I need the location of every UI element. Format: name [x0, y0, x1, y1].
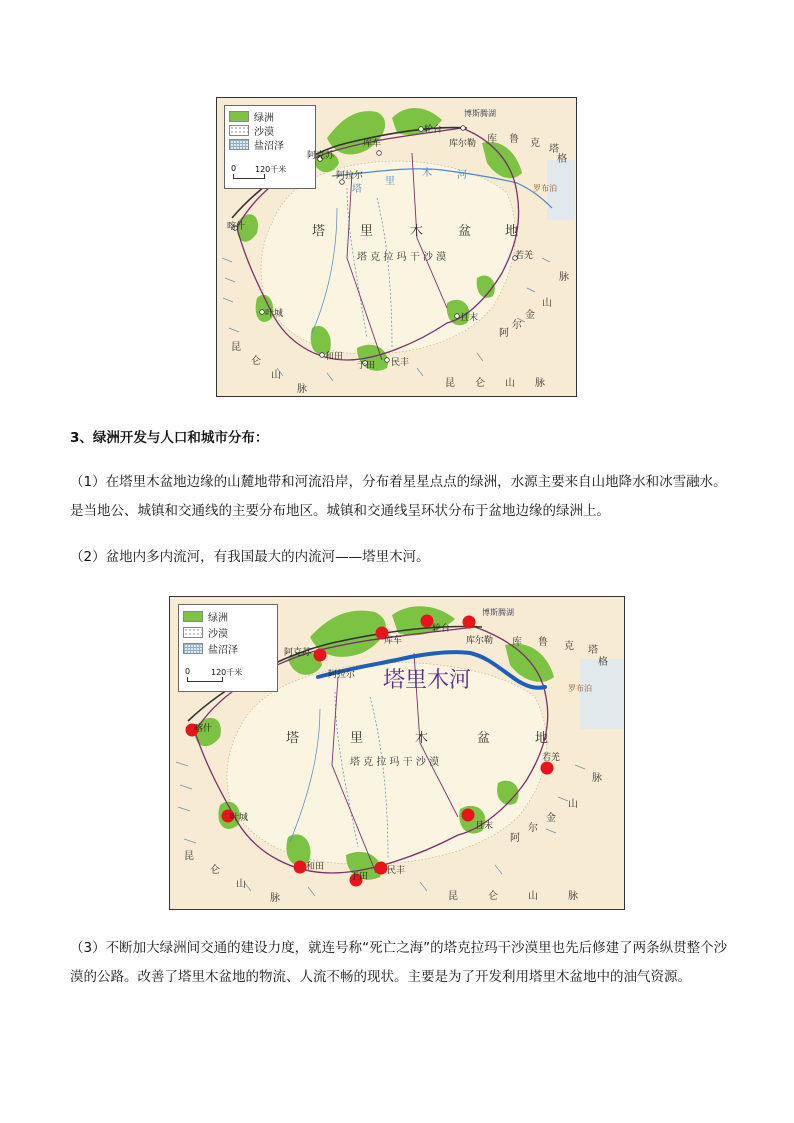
kunlun-left-2: 仑	[251, 356, 261, 367]
basin-char-1: 塔	[312, 224, 326, 239]
basin2-char-1: 塔	[286, 731, 300, 746]
basin-char-5: 地	[505, 224, 519, 239]
city-yutian: 于田	[357, 361, 376, 371]
kunlun2-left-4: 脉	[270, 893, 280, 904]
city-qiemo: 且末	[460, 313, 479, 323]
city2-yecheng: 叶城	[230, 813, 249, 823]
legend-salt-marsh-2: 盐沼泽	[208, 644, 238, 656]
desert-name-label: 塔 克 拉 玛 干 沙 漠	[357, 252, 447, 263]
city-aksu: 阿克苏	[307, 151, 335, 161]
bosten-lake-label-2: 博斯腾湖	[482, 608, 514, 617]
legend-desert: 沙漠	[254, 126, 274, 138]
legend-desert-2: 沙漠	[208, 628, 228, 640]
scale-bar	[233, 164, 309, 179]
city2-luntai: 轮台	[432, 624, 451, 634]
city2-minfeng: 民丰	[387, 866, 406, 876]
paragraph-3: （3）不断加大绿洲间交通的建设力度，就连号称“死亡之海”的塔克拉玛干沙漠里也先后修建了两条纵贯整个沙漠的公路。改善了塔里木盆地的物流、人流不畅的现状。主要是为了开发利用塔里木盆地中的油气资源。	[70, 940, 728, 985]
map2-legend	[178, 604, 278, 692]
kunlun2-left-2: 仑	[210, 865, 220, 876]
river-char-3: 木	[422, 168, 432, 179]
kunlun2-left-3: 山	[236, 879, 246, 890]
city2-ruoqiang: 若羌	[542, 753, 561, 763]
city-luntai: 轮台	[424, 125, 443, 135]
altun2-1: 阿	[510, 833, 520, 844]
map-tarim-basin-2	[169, 596, 625, 910]
kunlun2-1: 昆	[448, 891, 458, 902]
kuluke2-3: 克	[564, 641, 574, 652]
section-heading: 3、绿洲开发与人口和城市分布：	[70, 430, 269, 446]
kuluke-1: 库	[487, 134, 497, 145]
kunlun2-3: 山	[528, 891, 538, 902]
map1-legend	[224, 105, 316, 189]
altun-4: 山	[542, 298, 552, 309]
kunlun2-left-1: 昆	[184, 851, 194, 862]
basin2-char-5: 地	[535, 731, 549, 746]
scale-zero-2: 0	[185, 667, 191, 676]
kunlun-left-1: 昆	[231, 342, 241, 353]
city-minfeng: 民丰	[391, 358, 410, 368]
kuluke2-5: 格	[598, 657, 608, 668]
altun-3: 金	[525, 310, 535, 321]
kuluke-4: 塔	[549, 144, 559, 155]
city2-yutian: 于田	[350, 872, 369, 882]
basin2-char-4: 盆	[477, 731, 491, 746]
desert-swatch	[229, 125, 249, 136]
lop-nur-label: 罗布泊	[533, 184, 557, 193]
kunlun-2: 仑	[475, 378, 485, 389]
basin2-char-3: 木	[415, 731, 429, 746]
kuluke2-4: 塔	[588, 645, 598, 656]
river-char-2: 里	[385, 176, 395, 187]
basin2-char-2: 里	[350, 731, 364, 746]
altun2-5: 脉	[592, 773, 602, 784]
scale-bar-2	[187, 667, 267, 682]
kuluke2-1: 库	[512, 637, 522, 648]
city2-hetian: 和田	[306, 862, 325, 872]
basin-char-3: 木	[410, 224, 424, 239]
marsh-swatch	[229, 139, 249, 150]
city-korla: 库尔勒	[449, 139, 477, 149]
city2-kashi: 喀什	[194, 724, 213, 734]
city2-qiemo: 且末	[475, 821, 494, 831]
bosten-lake-label: 博斯腾湖	[464, 109, 496, 118]
altun-1: 阿	[499, 328, 509, 339]
city-hetian: 和田	[325, 352, 344, 362]
scale-zero: 0	[231, 164, 237, 173]
city-alar: 阿拉尔	[336, 171, 364, 181]
kunlun2-2: 仑	[488, 891, 498, 902]
kunlun-3: 山	[505, 378, 515, 389]
oasis-swatch-2	[183, 611, 203, 622]
kunlun-4: 脉	[535, 378, 545, 389]
marsh-swatch-2	[183, 643, 203, 654]
salt-marsh-area-2	[580, 659, 624, 729]
paragraph-2: （2）盆地内多内流河，有我国最大的内流河——塔里木河。	[70, 549, 430, 565]
lop-nur-label-2: 罗布泊	[568, 684, 592, 693]
kunlun-left-3: 山	[271, 370, 281, 381]
city2-aksu: 阿克苏	[284, 648, 312, 658]
city-kashi: 喀什	[227, 222, 246, 232]
kuluke-5: 格	[557, 154, 567, 165]
basin-char-4: 盆	[458, 224, 472, 239]
city-yecheng: 叶城	[265, 309, 284, 319]
altun-2: 尔	[512, 320, 522, 331]
altun2-3: 金	[546, 813, 556, 824]
kuluke-3: 克	[530, 138, 540, 149]
basin-char-2: 里	[360, 224, 374, 239]
tarim-river-label: 塔里木河	[383, 668, 472, 693]
oasis-swatch	[229, 111, 249, 122]
city-kuqa: 库车	[363, 139, 382, 149]
kunlun-left-4: 脉	[297, 384, 307, 395]
legend-salt-marsh: 盐沼泽	[254, 140, 284, 152]
city2-korla: 库尔勒	[466, 636, 494, 646]
altun2-2: 尔	[528, 823, 538, 834]
desert-swatch-2	[183, 627, 203, 638]
legend-oasis: 绿洲	[254, 112, 274, 124]
scale-length: 120千米	[255, 165, 287, 174]
city-ruoqiang: 若羌	[515, 251, 534, 261]
legend-oasis-2: 绿洲	[208, 612, 228, 624]
altun2-4: 山	[568, 799, 578, 810]
city2-kuqa: 库车	[384, 636, 403, 646]
desert-name-label-2: 塔 克 拉 玛 干 沙 漠	[350, 757, 440, 768]
altun-5: 脉	[559, 272, 569, 283]
map-tarim-basin-1	[216, 97, 577, 397]
river-char-4: 河	[457, 170, 467, 181]
city2-alar: 阿拉尔	[328, 670, 356, 680]
kuluke-2: 鲁	[509, 134, 519, 145]
kuluke2-2: 鲁	[538, 637, 548, 648]
scale-length-2: 120千米	[211, 668, 243, 677]
oasis-east	[482, 142, 522, 178]
kunlun2-4: 脉	[568, 891, 578, 902]
kunlun-1: 昆	[445, 378, 455, 389]
river-char-1: 塔	[352, 184, 362, 195]
paragraph-1: （1）在塔里木盆地边缘的山麓地带和河流沿岸，分布着星星点点的绿洲，水源主要来自山地降水和冰雪融水。是当地公、城镇和交通线的主要分布地区。城镇和交通线呈环状分布于盆地边缘的绿洲上。	[70, 474, 727, 519]
